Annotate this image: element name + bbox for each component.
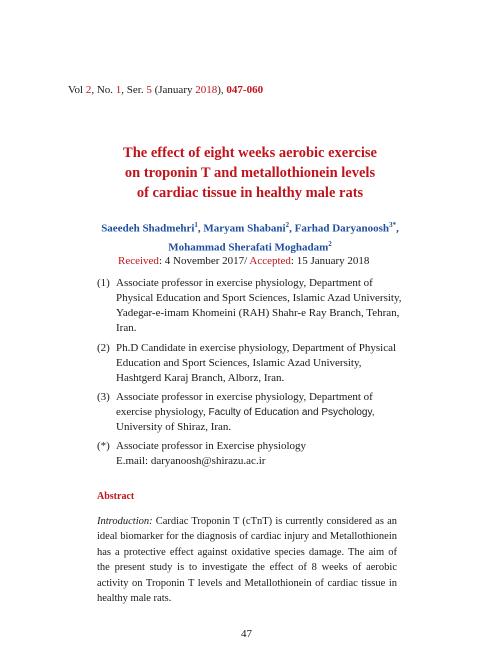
abstract-heading: Abstract [97,491,135,502]
affiliation-3-text [97,390,402,435]
page-number: 47 [241,628,252,640]
ser-label: , Ser. [121,84,144,96]
dates-line [118,255,369,267]
affiliation-3-part-c: University of Shiraz, Iran. [116,421,232,433]
affiliation-1-number: (1) [97,277,110,289]
title-line-1: The effect of eight weeks aerobic exercise [123,145,377,161]
no-label: , No. [91,84,114,96]
affiliation-2 [97,341,402,386]
author-1: Saeedeh Shadmehri [101,222,195,235]
affiliation-3-number: (3) [97,391,110,403]
vol-number: 2 [85,84,92,96]
author-list: Saeedeh Shadmehri$^1$, Maryam Shabani$^2$, Farhad Daryanoosh$^{3*}$, Mohammad Sherafati Moghadam$^2$ [101,221,399,254]
affiliation-2-number: (2) [97,342,110,354]
author-1-sup: 1 [194,221,198,229]
series-number: 5 [146,84,152,96]
affiliation-3-faculty: Faculty of Education and Psychology, [208,407,375,418]
title-line-3: of cardiac tissue in healthy male rats [136,185,364,201]
accepted-label: Accepted [249,255,291,267]
affiliation-3-part-a: Associate professor in exercise physiology, Department of exercise physiology, [116,391,373,418]
affiliation-1 [97,276,402,336]
affiliation-3 [97,390,402,435]
affiliation-corresponding-marker: (*) [97,440,110,452]
affiliation-1-text: Associate professor in exercise physiology, Department of Physical Education and Sport Sciences, Islamic Azad University, Yadegar-e-imam Khomeini (RAH) Shahr-e Ray Branch, Tehran, Iran. [116,277,402,334]
abstract-text: Cardiac Troponin T (cTnT) is currently considered as an ideal biomarker for the diagnosis of cardiac injury and Metallothionein has a protective effect against oxidative species damage. The aim of the present study is to investigate the effect of 8 weeks of aerobic activity on Troponin T levels and Metallothionein of cardiac tissue in healthy male rats. [97,516,397,605]
affiliation-corresponding-text [97,439,402,469]
author-4: Mohammad Sherafati Moghadam [168,241,329,254]
accepted-date: : 15 January 2018 [290,255,370,267]
author-2: Maryam Shabani [203,222,286,235]
author-2-sup: 2 [285,221,290,229]
paper-title [60,143,440,203]
author-3-sup: 3* [389,221,397,229]
affiliation-corresponding [97,439,402,469]
affiliation-2-text: Ph.D Candidate in exercise physiology, Department of Physical Education and Sport Sciences, Islamic Azad University, Hashtgerd Karaj Branch, Alborz, Iran. [116,342,397,384]
title-line-2: on troponin T and metallothionein levels [124,165,376,181]
vol-label: Vol [68,84,84,96]
close-paren: ), [217,84,224,96]
page-range: 047-060 [226,84,264,96]
issue-year: 2018 [195,84,218,96]
volume-citation [68,84,263,96]
abstract-body [97,514,397,606]
issue-number: 1 [115,84,122,96]
corresponding-role: Associate professor in Exercise physiology [116,440,307,452]
author-3: Farhad Daryanoosh [294,222,390,235]
corresponding-email: E.mail: daryanoosh@shirazu.ac.ir [116,455,266,467]
author-4-sup: 2 [328,239,332,248]
received-date: : 4 November 2017/ [158,255,250,267]
received-label: Received [118,255,159,267]
introduction-label: Introduction: [97,516,153,527]
issue-month: (January [154,84,193,96]
